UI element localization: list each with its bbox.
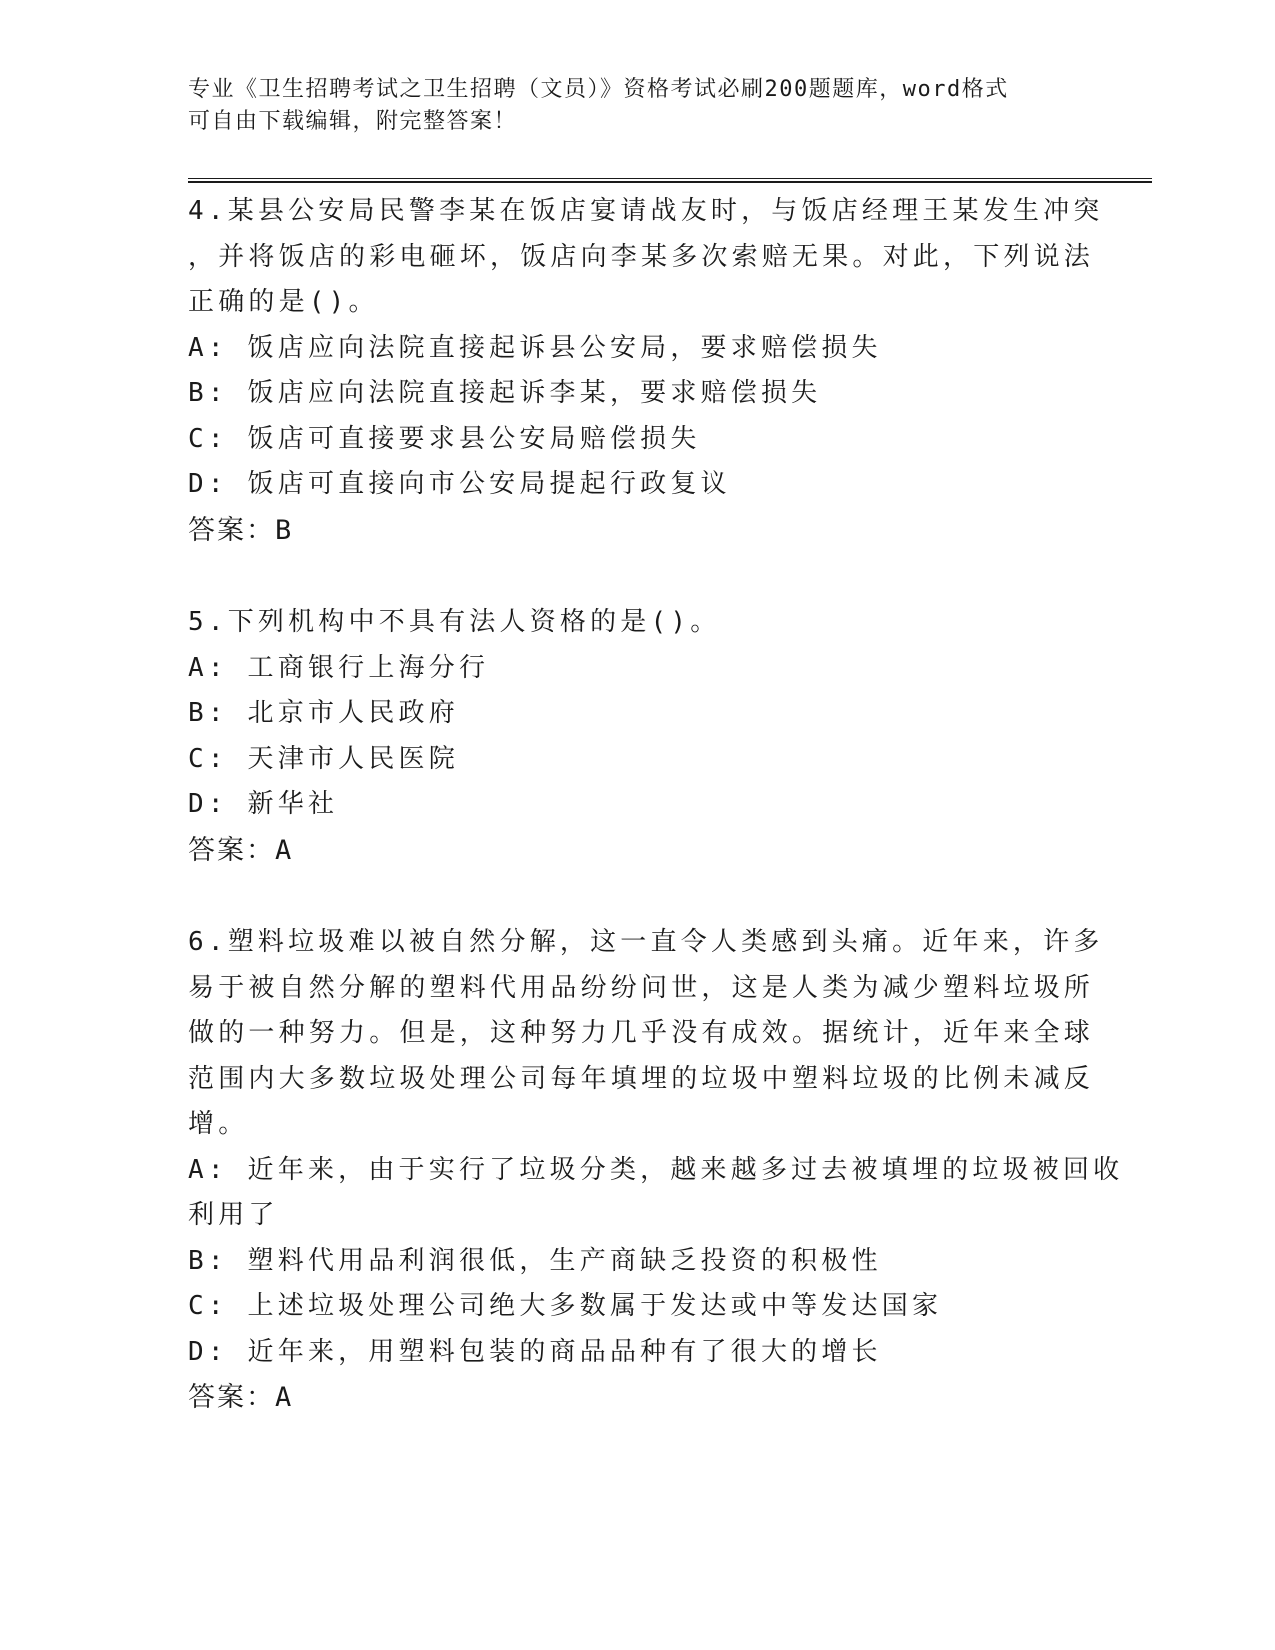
header-divider-thin [188, 178, 1152, 179]
option-a: A: 近年来，由于实行了垃圾分类，越来越多过去被填埋的垃圾被回收 [188, 1154, 1124, 1185]
option-a: A: 工商银行上海分行 [188, 652, 490, 683]
question-4 [188, 189, 1104, 553]
question-stem-line: 正确的是()。 [188, 287, 379, 317]
question-stem-line: 易于被自然分解的塑料代用品纷纷问世，这是人类为减少塑料垃圾所 [188, 972, 1095, 1003]
option-c: C: 饭店可直接要求县公安局赔偿损失 [188, 423, 701, 454]
question-stem-line: ，并将饭店的彩电砸坏，饭店向李某多次索赔无果。对此，下列说法 [188, 241, 1095, 272]
question-stem-line: 5.下列机构中不具有法人资格的是()。 [188, 607, 721, 637]
question-stem-line: 范围内大多数垃圾处理公司每年填埋的垃圾中塑料垃圾的比例未减反 [188, 1063, 1095, 1094]
option-a-continued: 利用了 [188, 1200, 279, 1230]
question-6 [188, 920, 1124, 1421]
question-5 [188, 600, 1088, 873]
option-b: B: 塑料代用品利润很低，生产商缺乏投资的积极性 [188, 1245, 882, 1276]
option-d: D: 近年来，用塑料包装的商品品种有了很大的增长 [188, 1336, 882, 1367]
option-c: C: 天津市人民医院 [188, 743, 459, 774]
document-header [188, 74, 1078, 138]
header-divider-thick [188, 181, 1152, 183]
question-stem-line: 6.塑料垃圾难以被自然分解，这一直令人类感到头痛。近年来，许多 [188, 927, 1104, 957]
question-stem-line: 4.某县公安局民警李某在饭店宴请战友时，与饭店经理王某发生冲突 [188, 196, 1104, 226]
option-c: C: 上述垃圾处理公司绝大多数属于发达或中等发达国家 [188, 1291, 943, 1321]
question-stem-line: 做的一种努力。但是，这种努力几乎没有成效。据统计，近年来全球 [188, 1018, 1095, 1048]
option-b: B: 饭店应向法院直接起诉李某，要求赔偿损失 [188, 378, 822, 408]
answer-line: 答案：A [188, 834, 294, 866]
option-d: D: 新华社 [188, 789, 339, 819]
question-stem-line: 增。 [188, 1109, 249, 1139]
answer-line: 答案：B [188, 514, 294, 546]
answer-line: 答案：A [188, 1382, 294, 1413]
header-title-line-1: 专业《卫生招聘考试之卫生招聘（文员）》资格考试必刷200题题库，word格式 [188, 77, 1009, 102]
option-a: A: 饭店应向法院直接起诉县公安局，要求赔偿损失 [188, 332, 882, 363]
header-title-line-2: 可自由下载编辑，附完整答案！ [188, 109, 518, 134]
option-b: B: 北京市人民政府 [188, 698, 459, 728]
option-d: D: 饭店可直接向市公安局提起行政复议 [188, 469, 731, 499]
